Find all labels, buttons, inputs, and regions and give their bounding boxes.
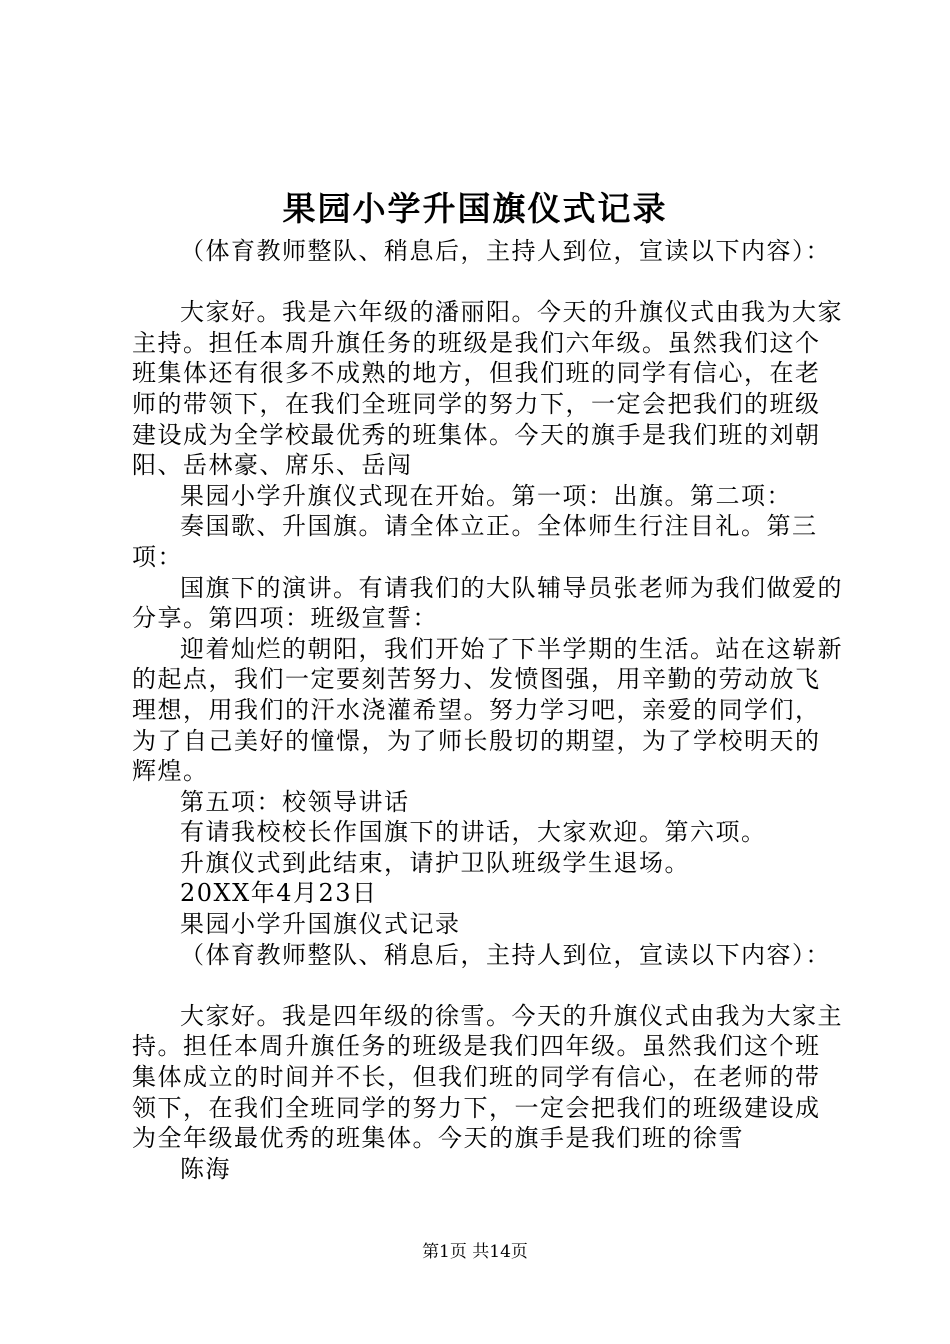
ceremony-end-paragraph: 升旗仪式到此结束，请护卫队班级学生退场。 <box>180 848 690 877</box>
instruction-note: （体育教师整队、稍息后，主持人到位，宣读以下内容）： <box>180 237 831 265</box>
document-body <box>132 236 844 1184</box>
anthem-paragraph: 奏国歌、升国旗。请全体立正。全体师生行注目礼。第三项： <box>132 512 818 571</box>
second-host-intro-paragraph: 大家好。我是四年级的徐雪。今天的升旗仪式由我为大家主持。担任本周升旗任务的班级是我们四年级。虽然我们这个班集体成立的时间并不长，但我们班的同学有信心，在老师的带领下，在我们全班同学的努力下，一定会把我们的班级建设成为全年级最优秀的班集体。今天的旗手是我们班的徐雪 <box>132 1001 843 1153</box>
blank-line <box>132 267 844 298</box>
second-record-title: 果园小学升国旗仪式记录 <box>180 910 461 939</box>
blank-line <box>132 970 844 1001</box>
principal-paragraph: 有请我校校长作国旗下的讲话，大家欢迎。第六项。 <box>180 818 767 847</box>
oath-paragraph: 迎着灿烂的朝阳，我们开始了下半学期的生活。站在这崭新的起点，我们一定要刻苦努力、发愤图强，用辛勤的劳动放飞理想，用我们的汗水浇灌希望。努力学习吧，亲爱的同学们，为了自己美好的憧憬，为了师长殷切的期望，为了学校明天的辉煌。 <box>132 634 843 786</box>
speech-paragraph: 国旗下的演讲。有请我们的大队辅导员张老师为我们做爱的分享。第四项：班级宣誓： <box>132 573 843 633</box>
host-intro-paragraph: 大家好。我是六年级的潘丽阳。今天的升旗仪式由我为大家主持。担任本周升旗任务的班级是我们六年级。虽然我们这个班集体还有很多不成熟的地方，但我们班的同学有信心，在老师的带领下，在我们全班同学的努力下，一定会把我们的班级建设成为全学校最优秀的班集体。今天的旗手是我们班的刘朝阳、岳林豪、席乐、岳闯 <box>132 298 843 480</box>
second-instruction-note: （体育教师整队、稍息后，主持人到位，宣读以下内容）： <box>180 940 831 969</box>
date-line: 20XX年4月23日 <box>180 879 378 908</box>
ceremony-start-paragraph: 果园小学升旗仪式现在开始。第一项：出旗。第二项： <box>180 481 792 510</box>
leader-speech-paragraph: 第五项：校领导讲话 <box>180 787 410 816</box>
document-title: 果园小学升国旗仪式记录 <box>282 189 668 228</box>
page-number-footer: 第1页 共14页 <box>422 1242 528 1262</box>
flag-bearer-line: 陈海 <box>180 1154 231 1183</box>
